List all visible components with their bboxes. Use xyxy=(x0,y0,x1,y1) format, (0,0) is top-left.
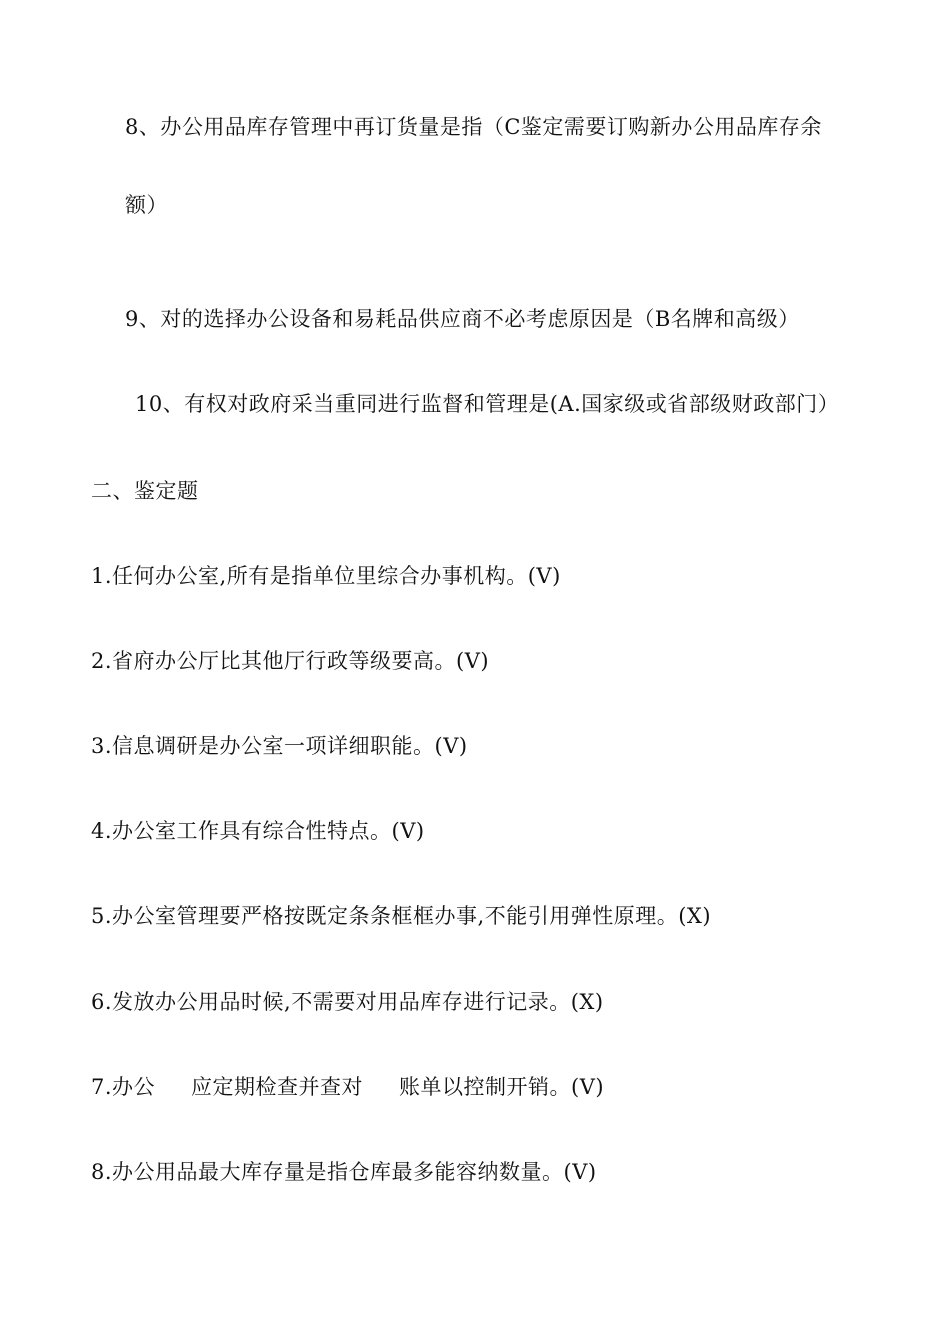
judgment-item-1: 1.任何办公室,所有是指单位里综合办事机构。(V) xyxy=(91,564,561,588)
question-8-line-2: 额） xyxy=(125,193,168,217)
judgment-item-3: 3.信息调研是办公室一项详细职能。(V) xyxy=(91,734,468,758)
section-title-judgment: 二、鉴定题 xyxy=(91,479,199,503)
judgment-7-part-2: 应定期检查并查对 xyxy=(191,1075,364,1099)
judgment-item-8: 8.办公用品最大库存量是指仓库最多能容纳数量。(V) xyxy=(91,1160,597,1184)
judgment-7-part-3: 账单以控制开销。(V) xyxy=(399,1075,605,1099)
judgment-7-part-1: 7.办公 xyxy=(91,1075,156,1099)
question-10: 10、有权对政府采当重同进行监督和管理是(A.国家级或省部级财政部门） xyxy=(135,392,840,416)
judgment-item-6: 6.发放办公用品时候,不需要对用品库存进行记录。(X) xyxy=(91,990,604,1014)
judgment-item-4: 4.办公室工作具有综合性特点。(V) xyxy=(91,819,425,843)
judgment-item-2: 2.省府办公厅比其他厅行政等级要高。(V) xyxy=(91,649,490,673)
judgment-item-7 xyxy=(91,1073,604,1101)
question-9: 9、对的选择办公设备和易耗品供应商不必考虑原因是（B名牌和高级） xyxy=(125,307,800,331)
judgment-item-5: 5.办公室管理要严格按既定条条框框办事,不能引用弹性原理。(X) xyxy=(91,904,712,928)
question-8-line-1: 8、办公用品库存管理中再订货量是指（C鉴定需要订购新办公用品库存余 xyxy=(125,115,822,139)
